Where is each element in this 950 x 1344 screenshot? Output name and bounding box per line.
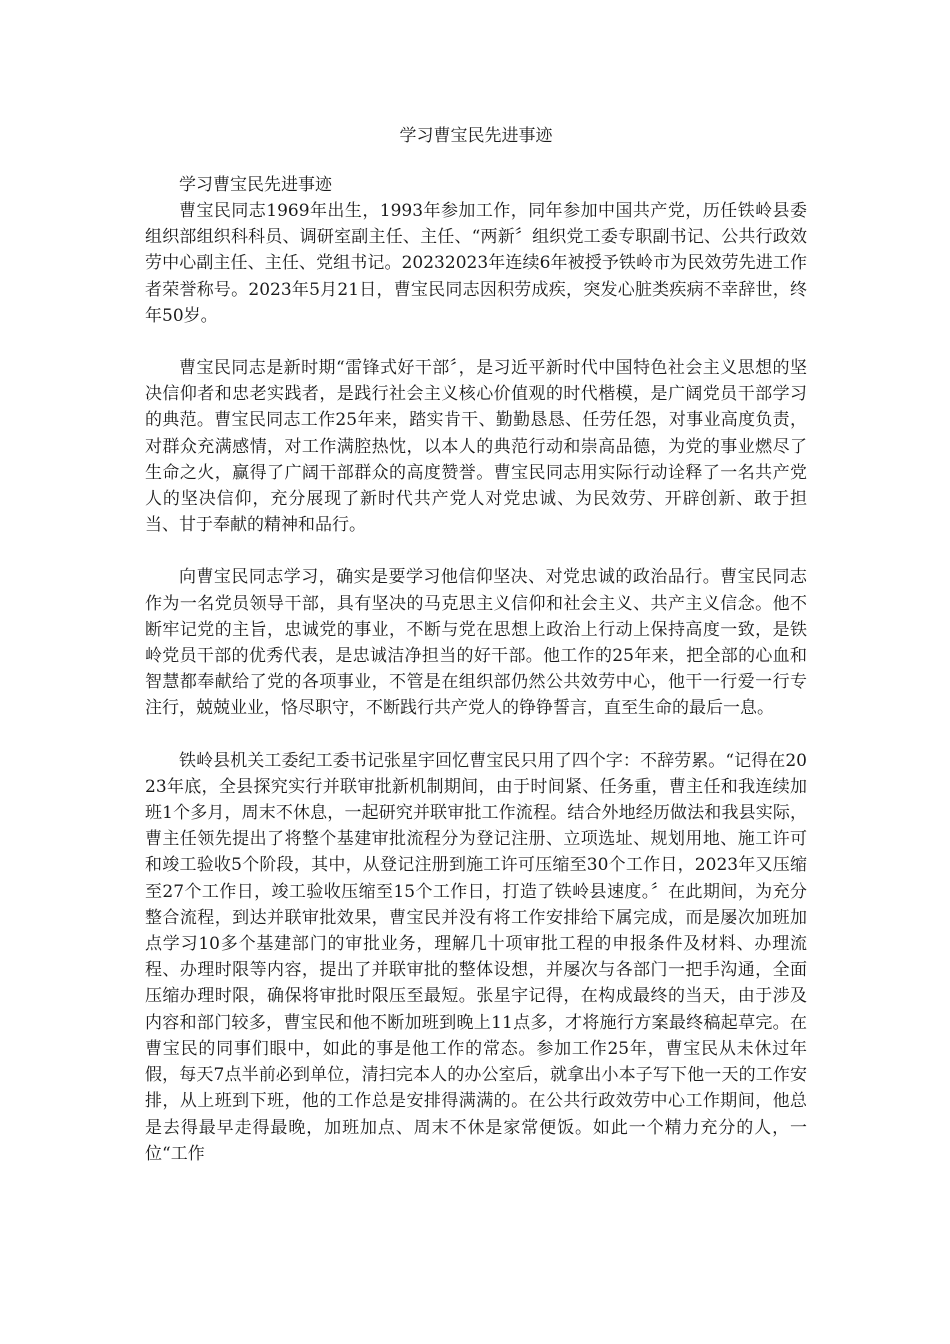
- paragraph-3: 向曹宝民同志学习，确实是要学习他信仰坚决、对党忠诚的政治品行。曹宝民同志作为一名党员领导干部，具有坚决的马克思主义信仰和社会主义、共产主义信念。他不断牢记党的主旨，忠诚党的事业，不断与党在思想上政治上行动上保持高度一致，是铁岭党员干部的优秀代表，是忠诚洁净担当的好干部。他工作的25年来，把全部的心血和智慧都奉献给了党的各项事业，不管是在组织部仍然公共效劳中心，他干一行爱一行专注行，兢兢业业，恪尽职守，不断践行共产党人的铮铮誓言，直至生命的最后一息。: [145, 567, 807, 719]
- paragraph-gap: [145, 538, 807, 564]
- paragraph-4: 铁岭县机关工委纪工委书记张星宇回忆曹宝民只用了四个字：不辞劳累。“记得在2023年底，全县探究实行并联审批新机制期间，由于时间紧、任务重，曹主任和我连续加班1个多月，周末不休息，一起研究并联审批工作流程。结合外地经历做法和我县实际，曹主任领先提出了将整个基建审批流程分为登记注册、立项选址、规划用地、施工许可和竣工验收5个阶段，其中，从登记注册到施工许可压缩至30个工作日，2023年又压缩至27个工作日，竣工验收压缩至15个工作日，打造了铁岭县速度。〞在此期间，为充分整合流程，到达并联审批效果，曹宝民并没有将工作安排给下属完成，而是屡次加班加点学习10多个基建部门的审批业务，理解几十项审批工程的申报条件及材料、办理流程、办理时限等内容，提出了并联审批的整体设想，并屡次与各部门一把手沟通，全面压缩办理时限，确保将审批时限压至最短。张星宇记得，在构成最终的当天，由于涉及内容和部门较多，曹宝民和他不断加班到晚上11点多，才将施行方案最终稿起草完。在曹宝民的同事们眼中，如此的事是他工作的常态。参加工作25年，曹宝民从未休过年假，每天7点半前必到单位，清扫完本人的办公室后，就拿出小本子写下他一天的工作安排，从上班到下班，他的工作总是安排得满满的。在公共行政效劳中心工作期间，他总是去得最早走得最晚，加班加点、周末不休是家常便饭。如此一个精力充分的人，一位“工作: [145, 750, 807, 1164]
- document-page: [145, 122, 807, 1167]
- paragraph-1: 曹宝民同志1969年出生，1993年参加工作，同年参加中国共产党，历任铁岭县委组织部组织科科员、调研室副主任、主任、“两新〞组织党工委专职副书记、公共行政效劳中心副主任、主任、党组书记。20232023年连续6年被授予铁岭市为民效劳先进工作者荣誉称号。2023年5月21日，曹宝民同志因积劳成疾，突发心脏类疾病不幸辞世，终年50岁。: [145, 201, 807, 326]
- paragraph-gap: [145, 722, 807, 748]
- document-title: 学习曹宝民先进事迹: [399, 126, 553, 146]
- document-subtitle: 学习曹宝民先进事迹: [179, 175, 332, 195]
- paragraph-2: 曹宝民同志是新时期“雷锋式好干部〞，是习近平新时代中国特色社会主义思想的坚决信仰者和忠老实践者，是践行社会主义核心价值观的时代楷模，是广阔党员干部学习的典范。曹宝民同志工作25年来，踏实肯干、勤勤恳恳、任劳任怨，对事业高度负责，对群众充满感情，对工作满腔热忱，以本人的典范行动和崇高品德，为党的事业燃尽了生命之火，赢得了广阔干部群众的高度赞誉。曹宝民同志用实际行动诠释了一名共产党人的坚决信仰，充分展现了新时代共产党人对党忠诚、为民效劳、开辟创新、敢于担当、甘于奉献的精神和品行。: [145, 358, 807, 536]
- paragraph-gap: [145, 329, 807, 355]
